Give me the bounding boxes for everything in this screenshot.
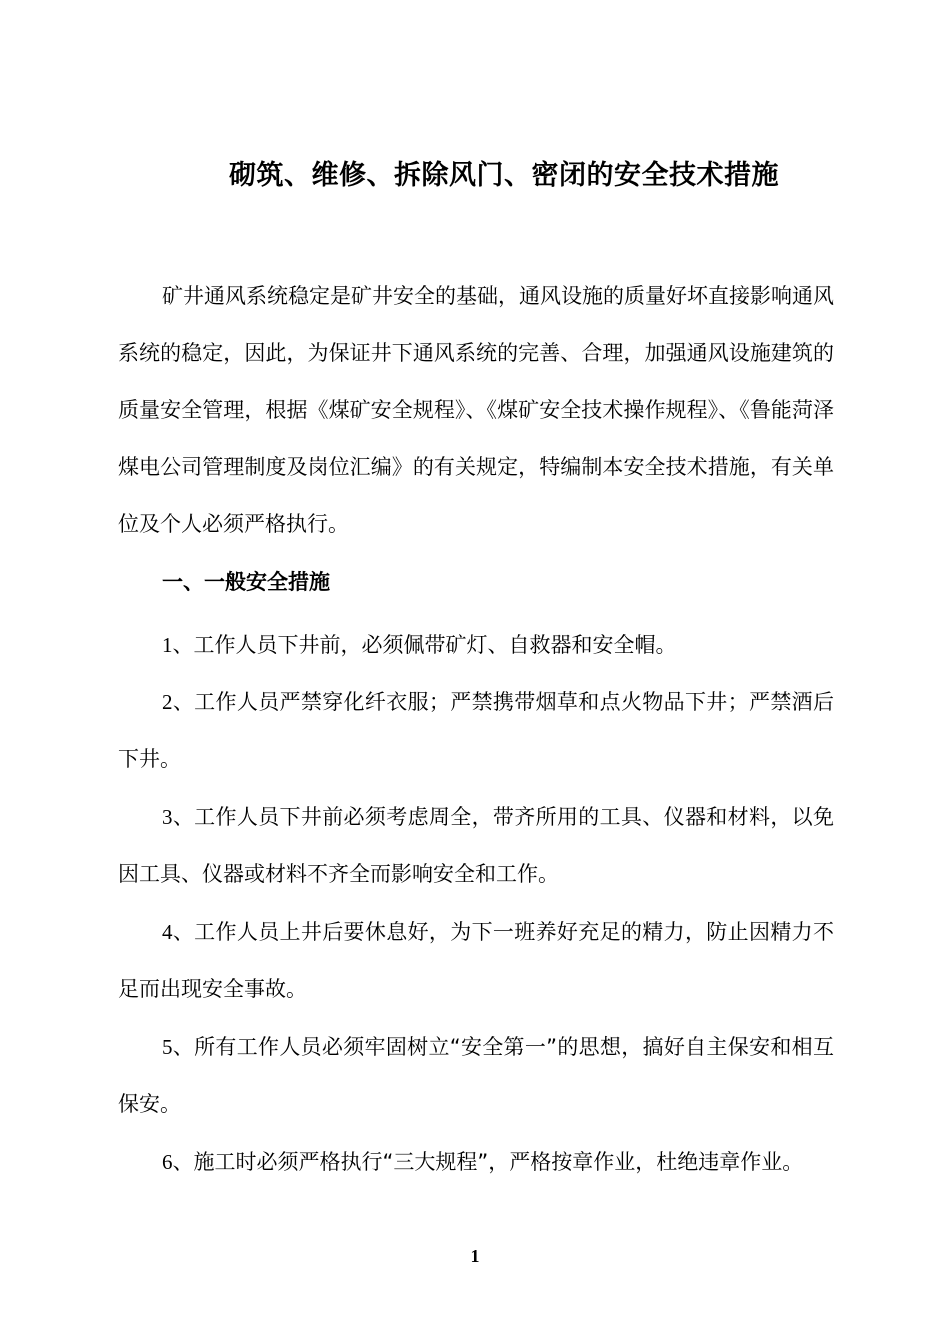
document-title: 砌筑、维修、拆除风门、密闭的安全技术措施 (229, 160, 779, 191)
item-number: 6 (162, 1150, 173, 1174)
list-item (118, 1019, 834, 1133)
item-number: 4 (162, 920, 173, 944)
item-text: 、工作人员下井前必须考虑周全，带齐所用的工具、仪器和材料，以免因工具、仪器或材料不齐全而影响安全和工作。 (118, 805, 834, 886)
list-item (118, 789, 834, 903)
item-number: 1 (162, 633, 173, 657)
list-item (118, 617, 834, 674)
list-item (118, 1134, 834, 1191)
item-text: 、所有工作人员必须牢固树立“安全第一”的思想，搞好自主保安和相互保安。 (118, 1035, 834, 1116)
list-item (118, 674, 834, 788)
intro-paragraph: 矿井通风系统稳定是矿井安全的基础，通风设施的质量好坏直接影响通风系统的稳定，因此，为保证井下通风系统的完善、合理，加强通风设施建筑的质量安全管理，根据《煤矿安全规程》、《煤矿安全技术操作规程》、《鲁能菏泽煤电公司管理制度及岗位汇编》的有关规定，特编制本安全技术措施，有关单位及个人必须严格执行。 (118, 284, 834, 536)
item-text: 、工作人员下井前，必须佩带矿灯、自救器和安全帽。 (172, 633, 677, 657)
item-number: 2 (162, 690, 173, 714)
item-text: 、工作人员上井后要休息好，为下一班养好充足的精力，防止因精力不足而出现安全事故。 (118, 920, 834, 1001)
item-number: 5 (162, 1035, 173, 1059)
page-number: 1 (470, 1246, 480, 1266)
item-text: 、工作人员严禁穿化纤衣服；严禁携带烟草和点火物品下井；严禁酒后下井。 (118, 690, 834, 771)
section-heading: 一、一般安全措施 (162, 570, 330, 594)
item-number: 3 (162, 805, 173, 829)
item-text: 、施工时必须严格执行“三大规程”，严格按章作业，杜绝违章作业。 (172, 1150, 804, 1174)
list-item (118, 904, 834, 1018)
